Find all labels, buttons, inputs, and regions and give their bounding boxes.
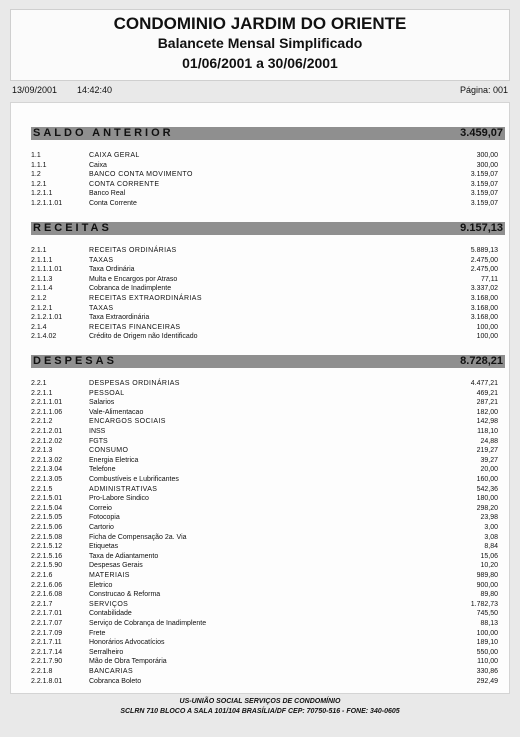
account-description: Energia Eletrica	[89, 456, 139, 464]
account-row	[31, 275, 505, 285]
account-row	[31, 523, 505, 533]
account-code: 2.2.1.7.09	[31, 629, 63, 637]
account-description: Salarios	[89, 399, 115, 407]
account-description: Frete	[89, 629, 106, 637]
account-description: Correio	[89, 504, 112, 512]
account-row	[31, 446, 505, 456]
account-description: Cartorio	[89, 524, 114, 531]
account-row	[31, 417, 505, 427]
account-code: 2.2.1.6	[31, 572, 53, 579]
account-code: 2.1.2.1	[31, 304, 53, 312]
account-row	[31, 389, 505, 399]
account-value: 3.159,07	[470, 171, 498, 179]
condominium-title: CONDOMINIO JARDIM DO ORIENTE	[113, 14, 407, 33]
account-code: 2.2.1.2.02	[31, 437, 63, 445]
account-value: 24,88	[480, 437, 498, 445]
account-value: 3,08	[484, 533, 498, 541]
account-value: 542,36	[476, 485, 498, 493]
account-code: 2.1.1.4	[31, 285, 53, 293]
account-description: CAIXA GERAL	[89, 152, 140, 159]
account-description: MATERIAIS	[89, 572, 130, 579]
account-value: 15,06	[480, 552, 498, 560]
account-value: 219,27	[476, 447, 498, 455]
account-row	[31, 265, 505, 275]
account-code: 2.1.1.3	[31, 275, 53, 283]
account-description: Mão de Obra Temporária	[89, 658, 167, 666]
account-code: 2.1.1	[31, 247, 47, 254]
account-value: 3.168,00	[470, 304, 498, 312]
account-value: 298,20	[476, 504, 498, 512]
account-code: 1.2	[31, 171, 41, 179]
account-code: 2.2.1.5.06	[31, 524, 63, 531]
account-row	[31, 304, 505, 314]
account-value: 182,00	[476, 408, 498, 416]
account-description: Caixa	[89, 161, 107, 169]
account-row	[31, 379, 505, 389]
account-value: 3.159,07	[470, 200, 498, 207]
account-row	[31, 180, 505, 190]
account-description: Telefone	[89, 466, 116, 474]
account-value: 118,10	[477, 428, 498, 435]
account-description: BANCO CONTA MOVIMENTO	[89, 171, 193, 179]
account-row	[31, 648, 505, 658]
account-description: DESPESAS ORDINÁRIAS	[89, 380, 180, 387]
account-code: 2.2.1.8.01	[31, 677, 63, 685]
account-code: 2.2.1.3.02	[31, 456, 63, 464]
account-code: 2.1.1.1	[31, 256, 53, 264]
account-description: CONSUMO	[89, 447, 129, 455]
account-row	[31, 199, 505, 209]
section-name: SALDO ANTERIOR	[33, 127, 174, 139]
account-code: 2.2.1.1	[31, 389, 53, 397]
account-description: Pro-Labore Sindico	[89, 495, 149, 503]
account-row	[31, 332, 505, 342]
account-row	[31, 581, 505, 591]
account-description: RECEITAS FINANCEIRAS	[89, 323, 181, 331]
account-row	[31, 161, 505, 171]
section-header-0	[31, 127, 505, 140]
account-row	[31, 619, 505, 629]
account-value: 110,00	[477, 658, 498, 666]
account-value: 3.168,00	[470, 295, 498, 302]
account-row	[31, 504, 505, 514]
account-code: 2.2.1.5.05	[31, 514, 63, 522]
account-row	[31, 533, 505, 543]
account-code: 1.1	[31, 152, 41, 159]
account-code: 2.2.1.7.90	[31, 658, 63, 666]
page-number: Página: 001	[459, 85, 508, 95]
account-description: TAXAS	[89, 304, 114, 312]
report-page	[10, 102, 510, 694]
account-value: 330,86	[476, 668, 498, 675]
account-description: Contabilidade	[89, 610, 132, 618]
account-value: 1.782,73	[470, 600, 498, 608]
section-total: 9.157,13	[460, 222, 503, 234]
account-description: Taxa Ordinária	[89, 266, 135, 274]
account-value: 100,00	[476, 323, 498, 331]
account-row	[31, 513, 505, 523]
account-value: 160,00	[476, 476, 498, 483]
account-row	[31, 494, 505, 504]
account-description: ADMINISTRATIVAS	[89, 485, 158, 493]
account-code: 2.2.1.7	[31, 600, 53, 608]
account-value: 287,21	[476, 399, 498, 407]
account-description: Combustíveis e Lubrificantes	[89, 476, 179, 483]
account-description: PESSOAL	[89, 389, 125, 397]
account-code: 2.2.1.2.01	[31, 428, 63, 435]
account-value: 3.159,07	[470, 180, 498, 188]
account-value: 4.477,21	[470, 380, 498, 387]
account-description: Multa e Encargos por Atraso	[89, 275, 178, 283]
account-row	[31, 437, 505, 447]
account-row	[31, 638, 505, 648]
account-value: 23,98	[480, 514, 498, 522]
account-code: 1.2.1	[31, 180, 47, 188]
account-row	[31, 398, 505, 408]
section-header-1	[31, 222, 505, 235]
account-code: 2.1.2	[31, 295, 47, 302]
account-code: 1.1.1	[31, 161, 47, 169]
account-code: 1.2.1.1	[31, 190, 53, 198]
account-code: 2.2.1.7.11	[31, 639, 62, 647]
account-row	[31, 151, 505, 161]
account-code: 2.2.1.1.01	[31, 399, 63, 407]
account-row	[31, 561, 505, 571]
account-row	[31, 657, 505, 667]
account-description: TAXAS	[89, 256, 114, 264]
account-row	[31, 485, 505, 495]
account-description: Cobranca de Inadimplente	[89, 285, 172, 293]
account-row	[31, 600, 505, 610]
account-code: 2.2.1.8	[31, 668, 53, 675]
account-value: 10,20	[480, 562, 498, 570]
account-description: RECEITAS EXTRAORDINÁRIAS	[89, 295, 202, 302]
print-date: 13/09/2001	[12, 85, 58, 95]
print-time: 14:42:40	[77, 85, 113, 95]
account-row	[31, 189, 505, 199]
account-value: 300,00	[476, 161, 498, 169]
account-row	[31, 475, 505, 485]
account-description: BANCARIAS	[89, 668, 134, 675]
account-row	[31, 427, 505, 437]
section-name: DESPESAS	[33, 355, 117, 367]
account-code: 2.2.1.3	[31, 447, 53, 455]
account-description: CONTA CORRENTE	[89, 180, 160, 188]
account-row	[31, 542, 505, 552]
account-code: 2.1.4.02	[31, 333, 57, 341]
account-description: Eletrico	[89, 581, 113, 589]
account-value: 292,49	[476, 677, 498, 685]
account-code: 2.1.2.1.01	[31, 314, 63, 322]
account-row	[31, 408, 505, 418]
account-code: 2.2.1.5.08	[31, 533, 63, 541]
account-description: Serviço de Cobrança de Inadimplente	[89, 620, 207, 627]
account-row	[31, 590, 505, 600]
report-subtitle: Balancete Mensal Simplificado	[157, 35, 363, 51]
account-description: INSS	[89, 428, 106, 435]
account-code: 2.2.1.6.06	[31, 581, 63, 589]
account-description: Taxa Extraordinária	[89, 314, 150, 322]
account-value: 100,00	[476, 629, 498, 637]
account-value: 89,80	[480, 591, 498, 599]
account-row	[31, 294, 505, 304]
account-description: Vale-Alimentacao	[89, 408, 144, 416]
account-row	[31, 313, 505, 323]
account-code: 2.2.1.7.07	[31, 620, 63, 627]
account-row	[31, 456, 505, 466]
account-row	[31, 667, 505, 677]
account-description: RECEITAS ORDINÁRIAS	[89, 247, 177, 254]
account-description: Crédito de Origem não Identificado	[89, 333, 198, 341]
account-value: 3,00	[484, 524, 498, 531]
account-code: 2.2.1.7.14	[31, 648, 63, 656]
account-description: Serralheiro	[89, 648, 124, 656]
account-value: 20,00	[480, 466, 498, 474]
account-value: 989,80	[476, 572, 498, 579]
account-value: 2.475,00	[470, 256, 498, 264]
account-value: 3.168,00	[470, 314, 498, 322]
account-description: Taxa de Adiantamento	[89, 552, 159, 560]
account-value: 900,00	[476, 581, 498, 589]
account-code: 2.2.1.3.05	[31, 476, 63, 483]
section-name: RECEITAS	[33, 222, 112, 234]
account-value: 469,21	[476, 389, 498, 397]
account-description: Cobranca Boleto	[89, 677, 142, 685]
account-code: 2.2.1.3.04	[31, 466, 63, 474]
account-code: 2.2.1.5.12	[31, 543, 63, 551]
account-value: 550,00	[476, 648, 498, 656]
account-code: 2.2.1.7.01	[31, 610, 63, 618]
section-header-2	[31, 355, 505, 368]
account-value: 3.159,07	[470, 190, 498, 198]
account-value: 745,50	[476, 610, 498, 618]
account-row	[31, 571, 505, 581]
account-code: 1.2.1.1.01	[31, 200, 63, 207]
account-description: FGTS	[89, 437, 108, 445]
account-code: 2.2.1.5.04	[31, 504, 63, 512]
account-description: Banco Real	[89, 190, 126, 198]
account-code: 2.1.1.1.01	[31, 266, 63, 274]
account-value: 5.889,13	[470, 247, 498, 254]
account-code: 2.2.1.5.90	[31, 562, 63, 570]
footer-company: US-UNIÃO SOCIAL SERVIÇOS DE CONDOMÍNIO	[179, 698, 341, 705]
account-row	[31, 246, 505, 256]
account-value: 77,11	[481, 275, 498, 283]
account-row	[31, 256, 505, 266]
account-value: 3.337,02	[470, 285, 498, 293]
account-value: 189,10	[476, 639, 498, 647]
account-description: Honorários Advocatícios	[89, 639, 165, 647]
report-period: 01/06/2001 a 30/06/2001	[182, 55, 338, 71]
account-description: Etiquetas	[89, 543, 119, 551]
account-description: Ficha de Compensação 2a. Via	[89, 533, 187, 541]
account-code: 2.2.1.6.08	[31, 591, 63, 599]
section-total: 8.728,21	[460, 355, 503, 367]
account-code: 2.2.1.5	[31, 485, 53, 493]
account-row	[31, 170, 505, 180]
account-description: SERVIÇOS	[89, 600, 129, 608]
account-code: 2.2.1.5.01	[31, 495, 63, 503]
account-row	[31, 609, 505, 619]
account-row	[31, 284, 505, 294]
account-row	[31, 323, 505, 333]
account-row	[31, 552, 505, 562]
footer-address: SCLRN 710 BLOCO A SALA 101/104 BRASÍLIA/DF CEP: 70750-516 - FONE: 340-0605	[120, 708, 400, 715]
account-value: 2.475,00	[470, 266, 498, 274]
account-code: 2.2.1.5.16	[31, 552, 63, 560]
report-header	[10, 9, 510, 81]
account-description: Fotocopia	[89, 514, 120, 522]
account-description: ENCARGOS SOCIAIS	[89, 418, 166, 426]
account-row	[31, 629, 505, 639]
account-value: 88,13	[480, 620, 498, 627]
account-row	[31, 465, 505, 475]
account-value: 142,98	[476, 418, 498, 426]
account-value: 39,27	[480, 456, 498, 464]
account-description: Conta Corrente	[89, 200, 137, 207]
account-code: 2.2.1.1.06	[31, 408, 63, 416]
account-value: 300,00	[476, 152, 498, 159]
account-code: 2.2.1	[31, 380, 47, 387]
account-code: 2.2.1.2	[31, 418, 53, 426]
section-total: 3.459,07	[460, 127, 503, 139]
account-value: 8,84	[484, 543, 498, 551]
account-value: 100,00	[476, 333, 498, 341]
account-description: Construcao & Reforma	[89, 591, 161, 599]
account-value: 180,00	[476, 495, 498, 503]
account-code: 2.1.4	[31, 323, 47, 331]
account-description: Despesas Gerais	[89, 562, 143, 570]
account-row	[31, 677, 505, 687]
